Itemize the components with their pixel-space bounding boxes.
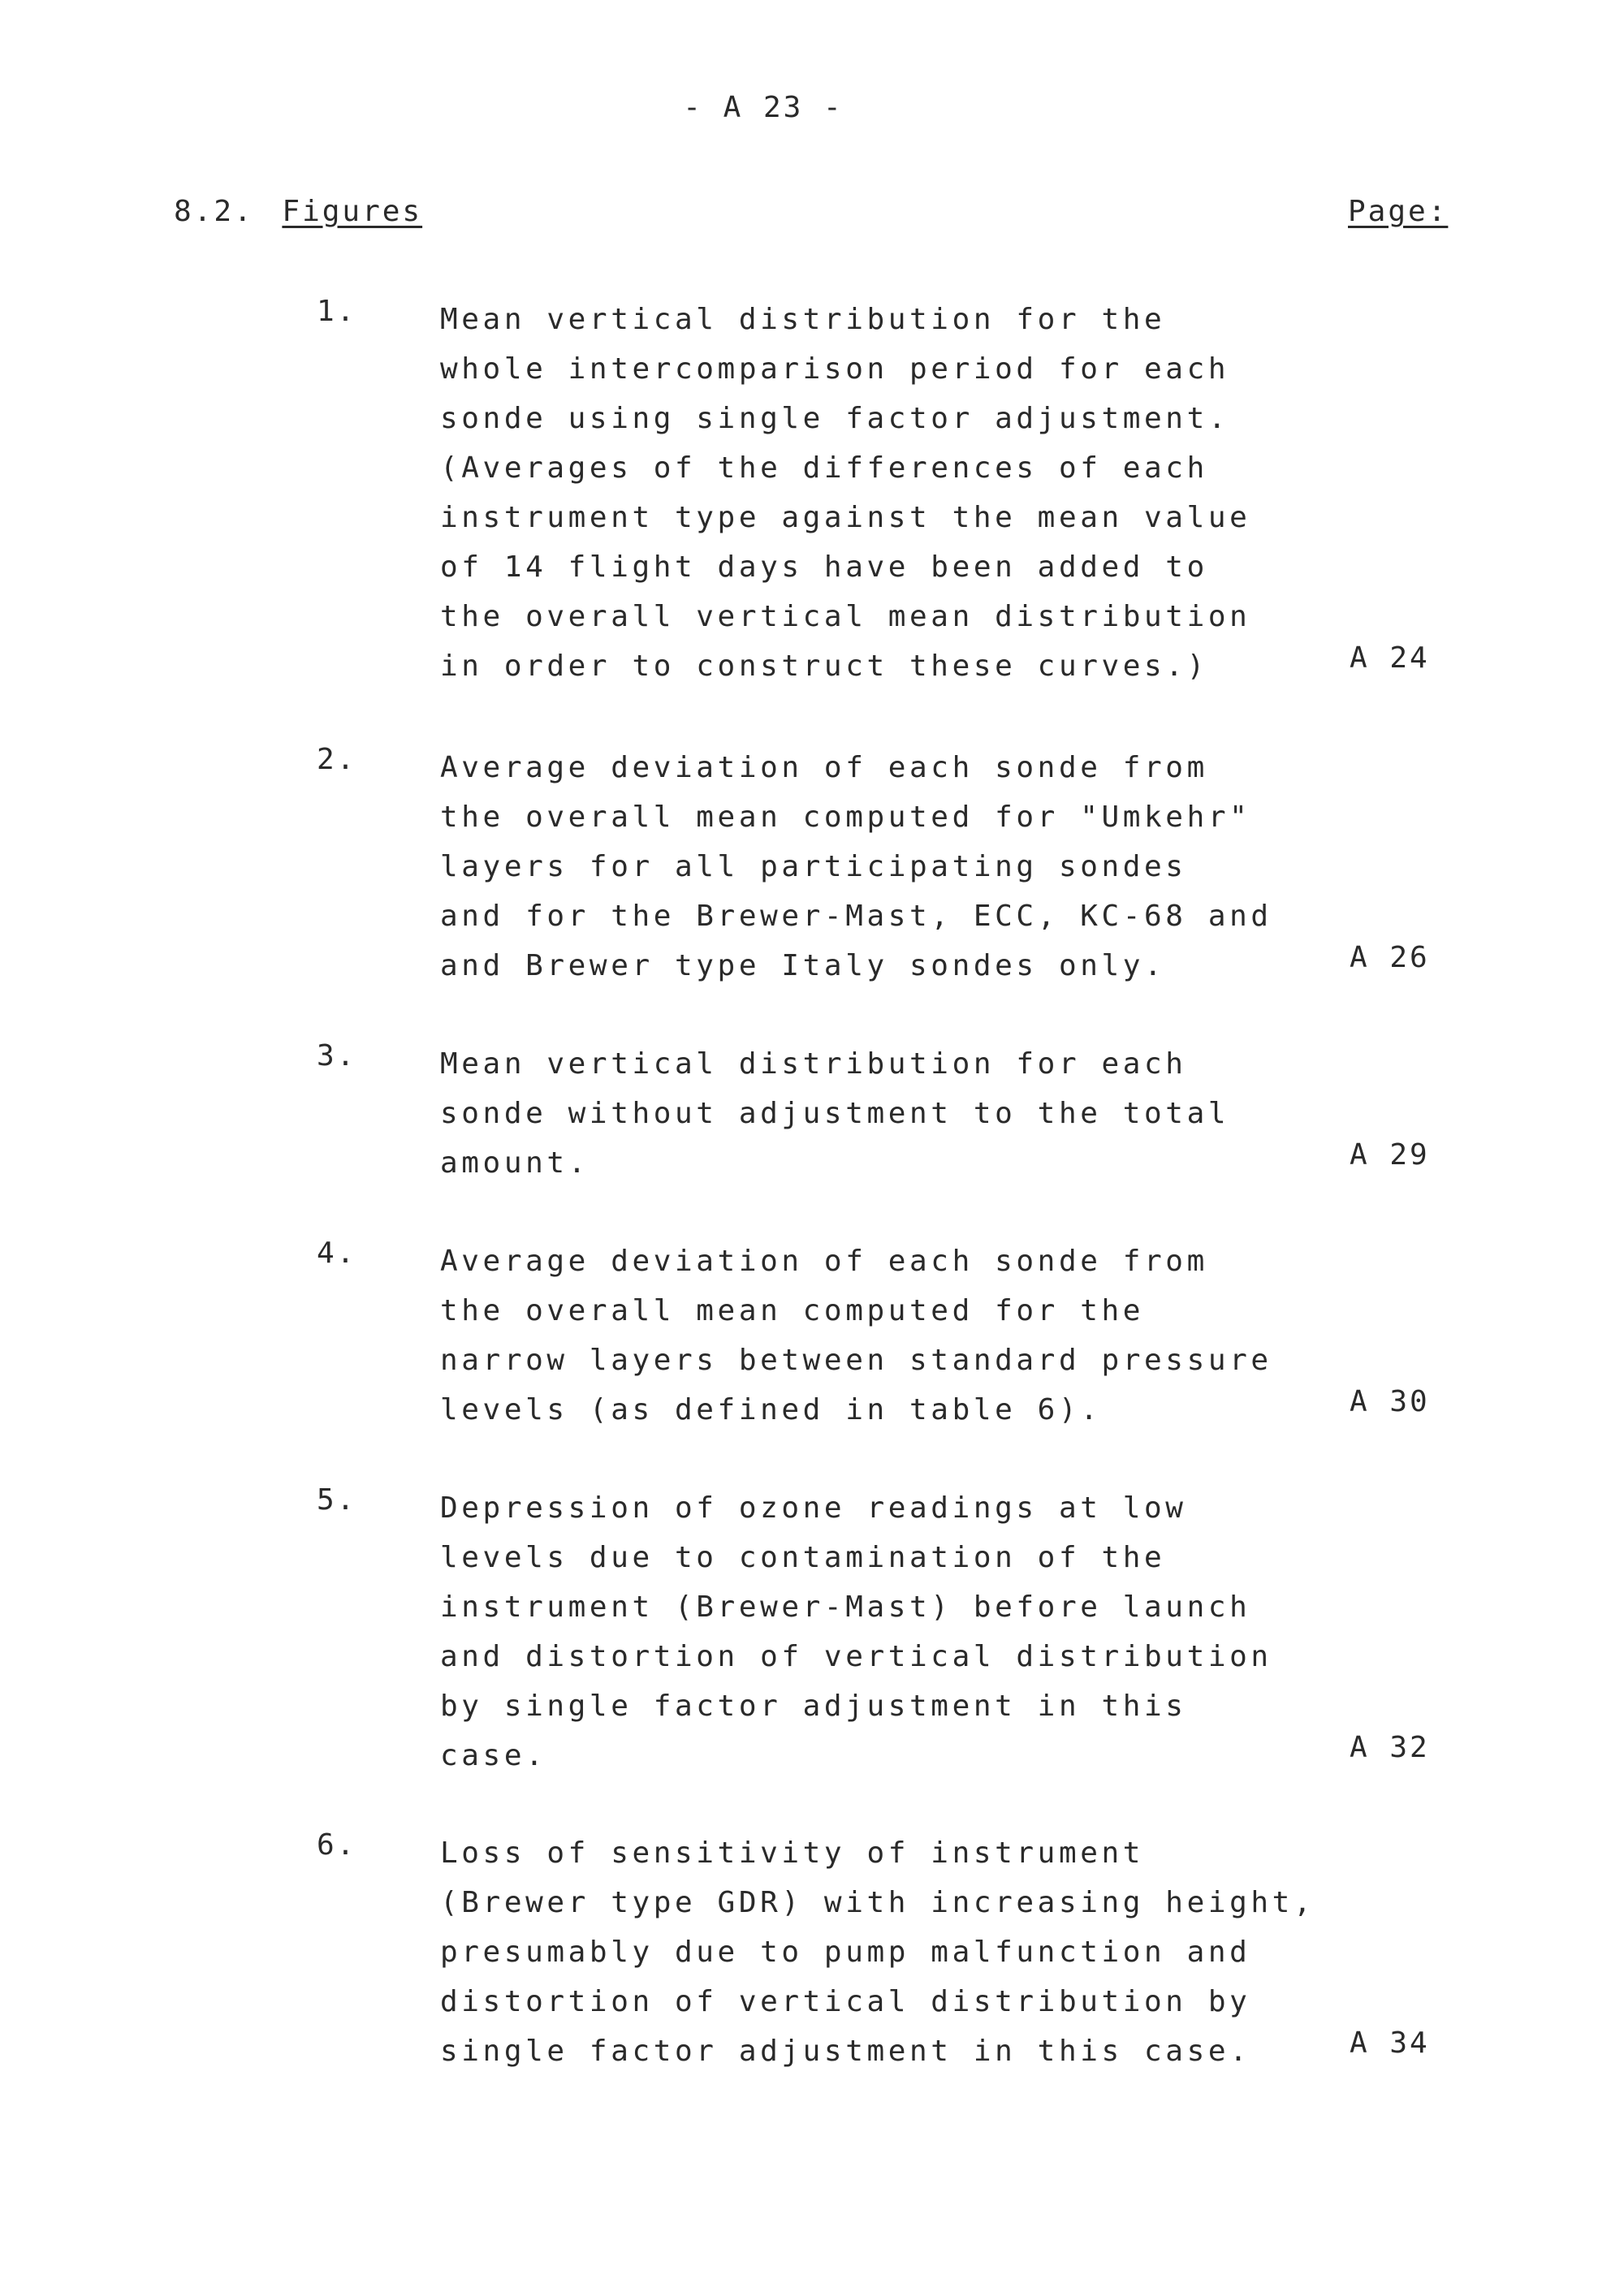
figure-number: 6. (317, 1828, 357, 1862)
section-number: 8.2. (174, 195, 254, 228)
description-line: instrument (Brewer-Mast) before launch (440, 1590, 1251, 1624)
description-line: instrument type against the mean value (440, 501, 1251, 534)
description-line: single factor adjustment in this case. (440, 2035, 1251, 2068)
description-line: levels (as defined in table 6). (440, 1393, 1102, 1426)
description-line: Average deviation of each sonde from (440, 751, 1208, 784)
description-line: narrow layers between standard pressure (440, 1344, 1272, 1377)
figure-description (440, 1483, 1272, 1780)
description-line: (Averages of the differences of each (440, 451, 1208, 485)
description-line: amount. (440, 1146, 590, 1180)
section-title: Figures (282, 195, 423, 228)
description-line: Average deviation of each sonde from (440, 1245, 1208, 1278)
figure-number: 2. (317, 743, 357, 776)
description-line: by single factor adjustment in this (440, 1690, 1187, 1723)
description-line: the overall vertical mean distribution (440, 600, 1251, 633)
description-line: levels due to contamination of the (440, 1541, 1166, 1574)
description-line: presumably due to pump malfunction and (440, 1936, 1251, 1969)
description-line: the overall mean computed for "Umkehr" (440, 801, 1251, 834)
description-line: (Brewer type GDR) with increasing height, (440, 1886, 1315, 1919)
figure-number: 4. (317, 1236, 357, 1270)
description-line: and for the Brewer-Mast, ECC, KC-68 and (440, 900, 1272, 933)
figure-number: 3. (317, 1039, 357, 1072)
figure-page-ref: A 30 (1350, 1385, 1430, 1418)
description-line: Mean vertical distribution for the (440, 303, 1166, 336)
description-line: Depression of ozone readings at low (440, 1491, 1187, 1525)
figure-description (440, 295, 1250, 691)
description-line: case. (440, 1739, 547, 1772)
page-column-label: Page: (1348, 195, 1449, 228)
description-line: distortion of vertical distribution by (440, 1985, 1251, 2018)
description-line: of 14 flight days have been added to (440, 550, 1208, 584)
description-line: layers for all participating sondes (440, 850, 1187, 883)
figure-page-ref: A 34 (1350, 2026, 1430, 2060)
figure-page-ref: A 32 (1350, 1731, 1430, 1764)
page-number: - A 23 - (683, 91, 844, 124)
figure-description (440, 1828, 1315, 2076)
description-line: sonde without adjustment to the total (440, 1097, 1230, 1130)
description-line: Loss of sensitivity of instrument (440, 1836, 1145, 1870)
figure-number: 5. (317, 1483, 357, 1517)
figure-page-ref: A 24 (1350, 641, 1430, 675)
description-line: Mean vertical distribution for each (440, 1047, 1187, 1081)
figure-number: 1. (317, 295, 357, 328)
description-line: and Brewer type Italy sondes only. (440, 949, 1166, 982)
section-heading (174, 195, 422, 228)
description-line: and distortion of vertical distribution (440, 1640, 1272, 1673)
description-line: whole intercomparison period for each (440, 352, 1230, 386)
figure-description (440, 1236, 1272, 1435)
description-line: the overall mean computed for the (440, 1294, 1145, 1327)
figure-page-ref: A 26 (1350, 941, 1430, 974)
figure-page-ref: A 29 (1350, 1138, 1430, 1172)
description-line: sonde using single factor adjustment. (440, 402, 1230, 435)
figure-description (440, 743, 1272, 990)
description-line: in order to construct these curves.) (440, 650, 1208, 683)
figure-description (440, 1039, 1229, 1188)
